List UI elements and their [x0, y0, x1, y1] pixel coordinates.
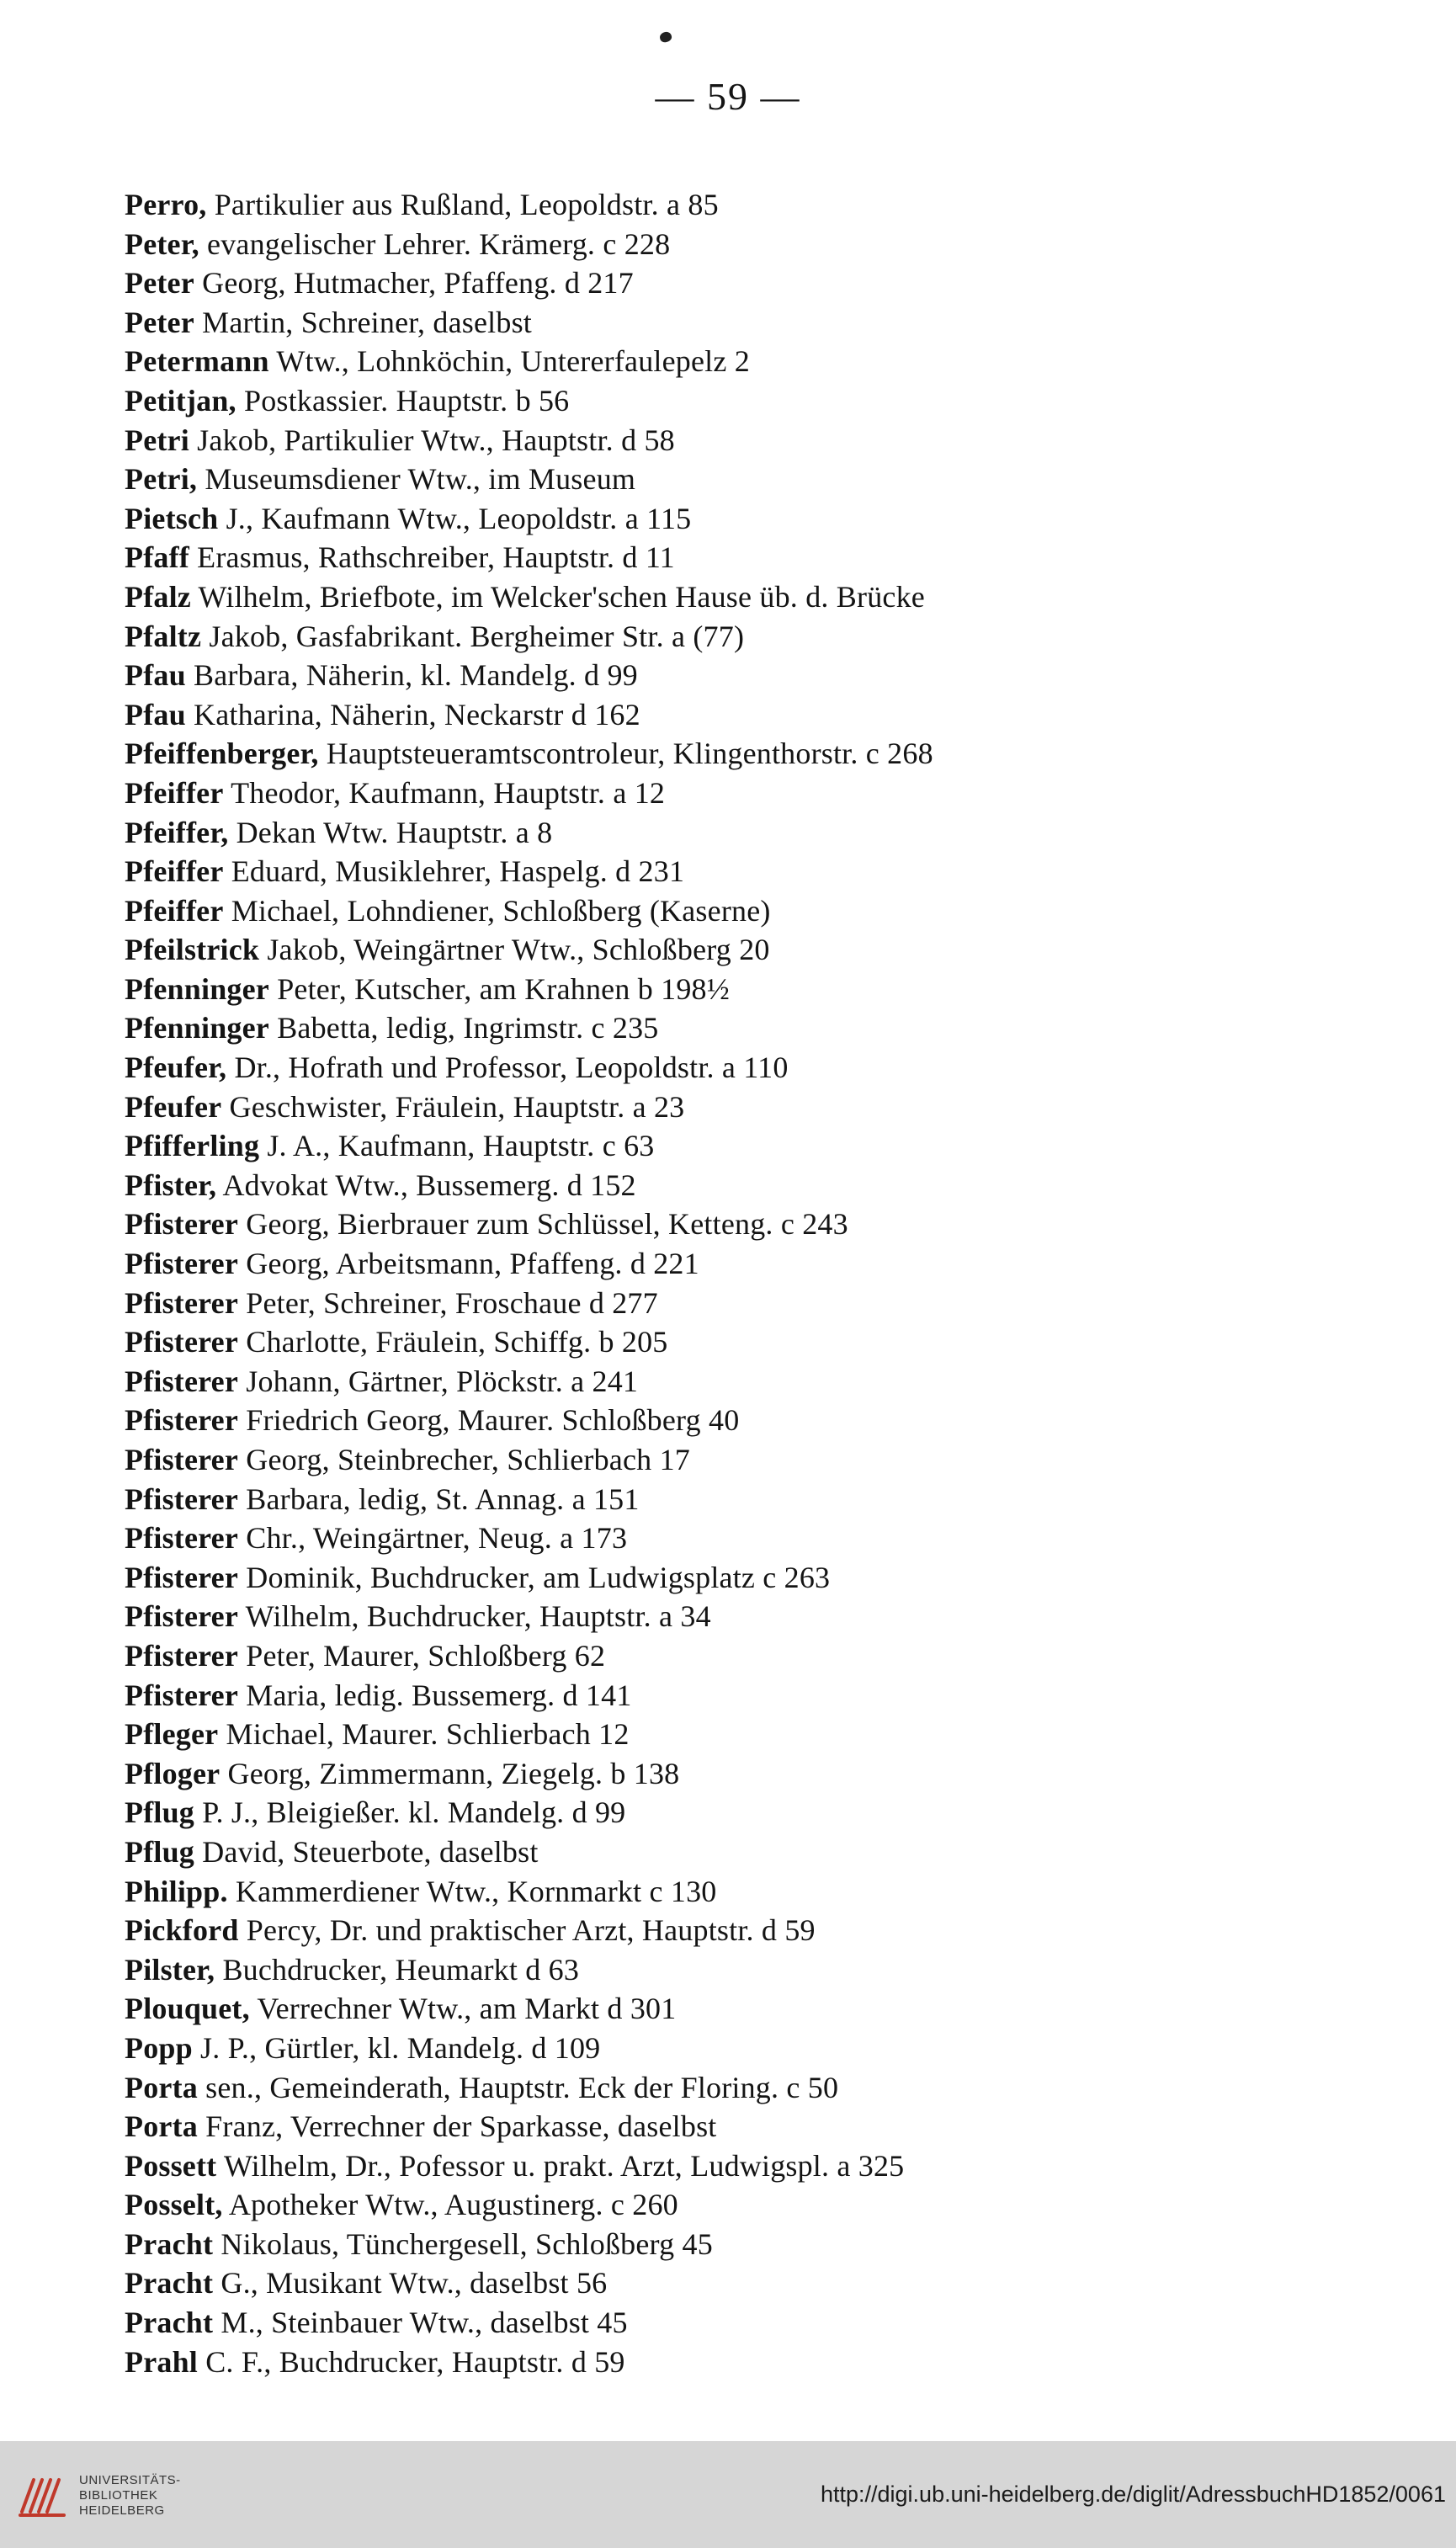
entry-details: Eduard, Musiklehrer, Haspelg. d 231	[231, 854, 685, 889]
entry-details: Michael, Maurer. Schlierbach 12	[226, 1717, 630, 1752]
directory-entry	[125, 2107, 1406, 2146]
directory-entry	[125, 1950, 1406, 1990]
directory-entry	[125, 1754, 1406, 1794]
directory-entry	[125, 891, 1406, 931]
entry-surname: Philipp.	[125, 1874, 228, 1908]
entry-surname: Pietsch	[125, 501, 219, 535]
entry-details: sen., Gemeinderath, Hauptstr. Eck der Floring. c 50	[205, 2070, 839, 2104]
entry-details: Percy, Dr. und praktischer Arzt, Hauptstr. d 59	[246, 1913, 816, 1948]
directory-entry	[125, 2303, 1406, 2343]
entry-surname: Pfeiffenberger,	[125, 737, 319, 771]
entry-surname: Pfisterer	[125, 1521, 239, 1556]
entry-surname: Pfaltz	[125, 619, 202, 653]
directory-entry	[125, 1911, 1406, 1950]
directory-entry	[125, 1989, 1406, 2029]
entry-surname: Posselt,	[125, 2188, 223, 2222]
entry-surname: Pfisterer	[125, 1285, 239, 1320]
entry-surname: Petri,	[125, 462, 198, 497]
source-url-link[interactable]: http://digi.ub.uni-heidelberg.de/diglit/AdressbuchHD1852/0061	[820, 2482, 1446, 2507]
entry-surname: Pfalz	[125, 579, 191, 614]
entry-surname: Pfisterer	[125, 1403, 239, 1438]
entry-details: Friedrich Georg, Maurer. Schloßberg 40	[246, 1403, 740, 1438]
entry-surname: Pfisterer	[125, 1247, 239, 1281]
entry-details: Georg, Bierbrauer zum Schlüssel, Ketteng. c 243	[246, 1207, 848, 1242]
entry-surname: Pfloger	[125, 1756, 221, 1790]
entry-details: Museumsdiener Wtw., im Museum	[205, 462, 636, 497]
entry-surname: Plouquet,	[125, 1992, 250, 2026]
entry-surname: Petri	[125, 423, 189, 457]
entry-surname: Peter	[125, 266, 194, 301]
entry-details: Hauptsteueramtscontroleur, Klingenthorstr. c 268	[326, 737, 933, 771]
directory-entry	[125, 1558, 1406, 1598]
viewer-footer	[0, 2441, 1456, 2548]
entry-surname: Perro,	[125, 188, 207, 221]
entry-surname: Pfisterer	[125, 1443, 239, 1476]
entry-details: Katharina, Näherin, Neckarstr d 162	[194, 697, 640, 731]
directory-entry	[125, 1322, 1406, 1362]
entry-details: Michael, Lohndiener, Schloßberg (Kaserne)	[231, 893, 771, 928]
entry-surname: Pfeufer,	[125, 1051, 227, 1085]
directory-entry	[125, 303, 1406, 343]
entry-surname: Petitjan,	[125, 383, 236, 418]
entry-surname: Petermann	[125, 344, 269, 379]
entry-details: Martin, Schreiner, daselbst	[202, 305, 532, 339]
entry-details: Peter, Kutscher, am Krahnen b 198½	[277, 971, 730, 1006]
entry-details: Maria, ledig. Bussemerg. d 141	[246, 1678, 632, 1712]
entry-surname: Pfeilstrick	[125, 933, 260, 967]
entry-surname: Porta	[125, 2109, 198, 2144]
entry-surname: Pfisterer	[125, 1364, 239, 1398]
entry-surname: Peter	[125, 305, 194, 339]
directory-entry	[125, 1244, 1406, 1284]
entry-details: Wilhelm, Briefbote, im Welcker'schen Hause üb. d. Brücke	[198, 579, 925, 614]
directory-entry	[125, 734, 1406, 774]
directory-entry	[125, 263, 1406, 303]
directory-entry	[125, 1833, 1406, 1872]
entry-details: Dr., Hofrath und Professor, Leopoldstr. a 110	[234, 1051, 789, 1085]
entry-surname: Possett	[125, 2148, 217, 2183]
entry-details: Johann, Gärtner, Plöckstr. a 241	[246, 1364, 639, 1398]
entry-surname: Pfeufer	[125, 1089, 222, 1124]
entry-surname: Pfisterer	[125, 1207, 239, 1242]
directory-entry	[125, 460, 1406, 499]
directory-entry	[125, 656, 1406, 695]
entry-surname: Pracht	[125, 2266, 214, 2301]
entry-surname: Pfenninger	[125, 971, 269, 1006]
entry-details: Partikulier aus Rußland, Leopoldstr. a 85	[214, 188, 719, 221]
entry-details: Jakob, Gasfabrikant. Bergheimer Str. a (77)	[209, 619, 745, 653]
directory-entry	[125, 1519, 1406, 1558]
directory-entry	[125, 2029, 1406, 2068]
entry-details: evangelischer Lehrer. Krämerg. c 228	[207, 226, 671, 261]
entry-details: Jakob, Weingärtner Wtw., Schloßberg 20	[267, 933, 770, 967]
entry-details: M., Steinbauer Wtw., daselbst 45	[221, 2306, 628, 2340]
entry-details: C. F., Buchdrucker, Hauptstr. d 59	[205, 2344, 625, 2379]
entry-details: Wilhelm, Dr., Pofessor u. prakt. Arzt, Ludwigspl. a 325	[223, 2148, 905, 2183]
directory-entry	[125, 2185, 1406, 2225]
entry-surname: Pfisterer	[125, 1678, 239, 1712]
library-name-line: BIBLIOTHEK	[79, 2488, 158, 2503]
entry-surname: Pickford	[125, 1913, 239, 1948]
entry-details: David, Steuerbote, daselbst	[202, 1834, 539, 1869]
directory-entry	[125, 499, 1406, 539]
entry-details: Charlotte, Fräulein, Schiffg. b 205	[246, 1325, 668, 1359]
directory-entry	[125, 342, 1406, 381]
directory-entry	[125, 2146, 1406, 2186]
directory-entry	[125, 1872, 1406, 1912]
library-name-line: UNIVERSITÄTS-	[79, 2473, 181, 2487]
directory-entry	[125, 970, 1406, 1009]
entry-surname: Pfisterer	[125, 1481, 239, 1516]
directory-entry	[125, 1284, 1406, 1323]
directory-entry	[125, 1166, 1406, 1205]
library-name-line: HEIDELBERG	[79, 2503, 165, 2518]
entry-surname: Pfifferling	[125, 1129, 260, 1163]
directory-entry	[125, 930, 1406, 970]
entry-details: J. P., Gürtler, kl. Mandelg. d 109	[200, 2030, 601, 2065]
directory-entry	[125, 1440, 1406, 1480]
entry-details: Peter, Schreiner, Froschaue d 277	[246, 1285, 658, 1320]
directory-entry	[125, 695, 1406, 735]
entry-details: Wilhelm, Buchdrucker, Hauptstr. a 34	[245, 1599, 711, 1634]
entry-details: Dominik, Buchdrucker, am Ludwigsplatz c 263	[246, 1560, 831, 1594]
directory-entry	[125, 852, 1406, 891]
directory-entry	[125, 421, 1406, 460]
entry-details: Georg, Arbeitsmann, Pfaffeng. d 221	[246, 1247, 699, 1281]
directory-entries	[125, 185, 1406, 2381]
directory-entry	[125, 538, 1406, 577]
directory-entry	[125, 2068, 1406, 2108]
directory-entry	[125, 2225, 1406, 2264]
entry-surname: Pilster,	[125, 1952, 215, 1987]
entry-surname: Pfleger	[125, 1717, 219, 1752]
entry-surname: Pfeiffer	[125, 893, 224, 928]
page-number: — 59 —	[655, 75, 801, 118]
entry-details: G., Musikant Wtw., daselbst 56	[221, 2266, 608, 2301]
directory-entry	[125, 1362, 1406, 1402]
entry-surname: Pfau	[125, 658, 186, 693]
directory-entry	[125, 1008, 1406, 1048]
directory-entry	[125, 1636, 1406, 1676]
entry-details: J. A., Kaufmann, Hauptstr. c 63	[267, 1129, 655, 1163]
entry-surname: Popp	[125, 2030, 193, 2065]
entry-details: Erasmus, Rathschreiber, Hauptstr. d 11	[197, 540, 675, 575]
entry-surname: Pfeiffer,	[125, 815, 229, 849]
directory-entry	[125, 1088, 1406, 1127]
directory-entry	[125, 2343, 1406, 2382]
entry-details: Wtw., Lohnköchin, Untererfaulepelz 2	[276, 344, 750, 379]
ink-speck	[659, 30, 673, 43]
directory-entry	[125, 1205, 1406, 1244]
entry-details: Babetta, ledig, Ingrimstr. c 235	[277, 1011, 659, 1045]
directory-entry	[125, 774, 1406, 813]
directory-entry	[125, 1126, 1406, 1166]
entry-details: Georg, Hutmacher, Pfaffeng. d 217	[202, 266, 634, 301]
university-library-logo-icon	[15, 2468, 69, 2522]
entry-surname: Pfaff	[125, 540, 189, 575]
directory-entry	[125, 813, 1406, 853]
entry-details: Georg, Steinbrecher, Schlierbach 17	[246, 1443, 690, 1476]
entry-surname: Pfisterer	[125, 1560, 239, 1594]
directory-entry	[125, 225, 1406, 264]
directory-entry	[125, 185, 1406, 225]
entry-surname: Pracht	[125, 2306, 214, 2340]
entry-surname: Porta	[125, 2070, 198, 2104]
directory-entry	[125, 1597, 1406, 1636]
library-name	[79, 2473, 181, 2519]
directory-entry	[125, 2263, 1406, 2303]
entry-details: Advokat Wtw., Bussemerg. d 152	[222, 1168, 636, 1202]
entry-details: Apotheker Wtw., Augustinerg. c 260	[228, 2188, 678, 2222]
directory-entry	[125, 1480, 1406, 1519]
entry-details: Franz, Verrechner der Sparkasse, daselbst	[205, 2109, 717, 2144]
directory-entry	[125, 617, 1406, 657]
entry-surname: Pflug	[125, 1795, 195, 1830]
directory-entry	[125, 577, 1406, 617]
directory-entry	[125, 1793, 1406, 1833]
entry-details: Buchdrucker, Heumarkt d 63	[222, 1952, 580, 1987]
directory-entry	[125, 1715, 1406, 1754]
entry-surname: Pfeiffer	[125, 775, 224, 810]
entry-surname: Prahl	[125, 2344, 198, 2379]
directory-entry	[125, 1676, 1406, 1716]
entry-surname: Peter,	[125, 226, 199, 261]
directory-entry	[125, 1401, 1406, 1440]
entry-details: Theodor, Kaufmann, Hauptstr. a 12	[231, 775, 666, 810]
entry-details: Kammerdiener Wtw., Kornmarkt c 130	[235, 1874, 717, 1908]
entry-details: Barbara, Näherin, kl. Mandelg. d 99	[194, 658, 638, 693]
entry-details: Geschwister, Fräulein, Hauptstr. a 23	[229, 1089, 685, 1124]
directory-entry	[125, 381, 1406, 421]
directory-entry	[125, 1048, 1406, 1088]
entry-details: Peter, Maurer, Schloßberg 62	[246, 1638, 606, 1673]
entry-details: P. J., Bleigießer. kl. Mandelg. d 99	[202, 1795, 626, 1830]
entry-surname: Pracht	[125, 2226, 214, 2261]
entry-details: J., Kaufmann Wtw., Leopoldstr. a 115	[226, 501, 692, 535]
entry-surname: Pfeiffer	[125, 854, 224, 889]
entry-surname: Pfisterer	[125, 1638, 239, 1673]
entry-details: Georg, Zimmermann, Ziegelg. b 138	[227, 1756, 680, 1790]
entry-details: Barbara, ledig, St. Annag. a 151	[246, 1481, 640, 1516]
entry-details: Postkassier. Hauptstr. b 56	[243, 383, 570, 418]
entry-surname: Pfister,	[125, 1168, 217, 1202]
entry-surname: Pfisterer	[125, 1599, 239, 1634]
entry-details: Jakob, Partikulier Wtw., Hauptstr. d 58	[197, 423, 675, 457]
entry-surname: Pfau	[125, 697, 186, 731]
entry-surname: Pfisterer	[125, 1325, 239, 1359]
entry-details: Dekan Wtw. Hauptstr. a 8	[236, 815, 553, 849]
entry-surname: Pflug	[125, 1834, 195, 1869]
entry-details: Nikolaus, Tünchergesell, Schloßberg 45	[221, 2226, 713, 2261]
entry-surname: Pfenninger	[125, 1011, 269, 1045]
entry-details: Verrechner Wtw., am Markt d 301	[257, 1992, 677, 2026]
entry-details: Chr., Weingärtner, Neug. a 173	[246, 1521, 628, 1556]
